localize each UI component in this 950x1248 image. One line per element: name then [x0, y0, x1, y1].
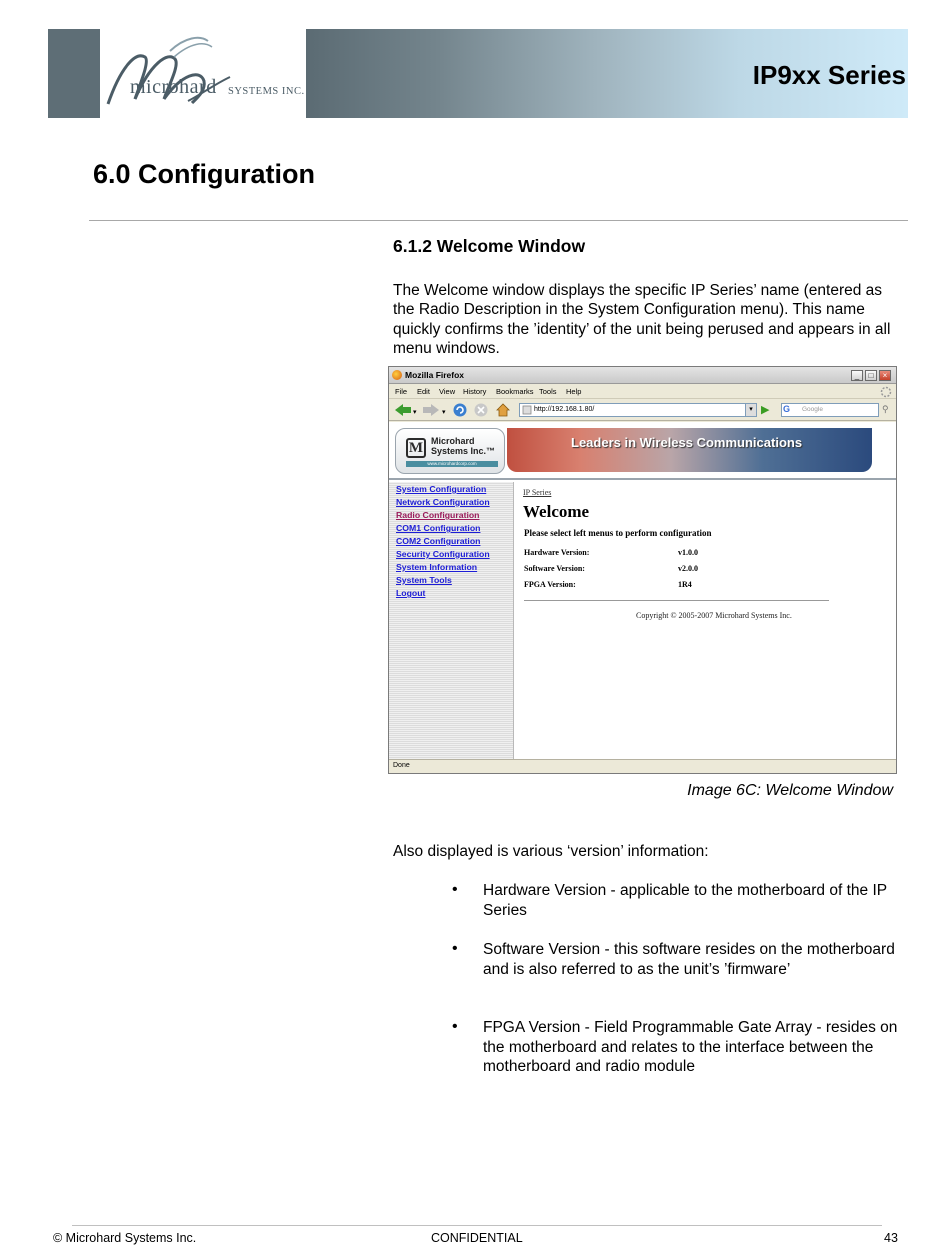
site-sidebar [389, 482, 514, 759]
menu-view[interactable]: View [439, 387, 456, 396]
site-logo-url: www.microhardcorp.com [406, 461, 498, 467]
google-search-icon[interactable]: G [783, 404, 791, 414]
hardware-version-label: Hardware Version: [524, 548, 590, 557]
browser-titlebar [389, 367, 896, 384]
menu-history[interactable]: History [463, 387, 487, 396]
sidebar-item-system-tools[interactable]: System Tools [396, 575, 452, 585]
sidebar-item-com2-configuration[interactable]: COM2 Configuration [396, 536, 481, 546]
sidebar-item-network-configuration[interactable]: Network Configuration [396, 497, 490, 507]
throbber-icon [880, 386, 892, 398]
bullet-marker: • [452, 881, 458, 898]
header-banner-left-block [48, 29, 100, 118]
page-heading: 6.0 Configuration [93, 159, 315, 189]
fpga-version-label: FPGA Version: [524, 580, 576, 589]
search-input[interactable] [781, 403, 879, 417]
site-copyright: Copyright © 2005-2007 Microhard Systems Inc. [636, 611, 792, 620]
site-banner [507, 428, 872, 472]
site-logo [395, 428, 505, 474]
go-icon[interactable]: ▶ [761, 404, 770, 416]
sidebar-item-com1-configuration[interactable]: COM1 Configuration [396, 523, 481, 533]
back-dropdown-icon[interactable]: ▾ [413, 409, 417, 416]
welcome-window-screenshot [388, 366, 897, 774]
menu-file[interactable]: File [395, 387, 408, 396]
bullet-hardware-version: Hardware Version - applicable to the motherboard of the IP Series [483, 882, 887, 919]
versions-intro-paragraph: Also displayed is various ‘version’ information: [393, 843, 709, 860]
browser-menubar [389, 384, 896, 399]
bullet-marker: • [452, 940, 458, 957]
sidebar-item-security-configuration[interactable]: Security Configuration [396, 549, 490, 559]
menu-help[interactable]: Help [566, 387, 582, 396]
footer-copyright: © Microhard Systems Inc. [53, 1231, 197, 1245]
browser-statusbar [389, 759, 896, 773]
site-logo-name-line1: Microhard [431, 436, 475, 446]
sidebar-item-radio-configuration[interactable]: Radio Configuration [396, 510, 480, 520]
forward-icon[interactable] [421, 402, 441, 418]
url-dropdown-icon[interactable]: ▾ [745, 403, 757, 417]
heading-divider [89, 220, 908, 221]
breadcrumb[interactable]: IP Series [523, 488, 552, 497]
bullet-software-version: Software Version - this software resides on the motherboard and is also referred to as the unit’s ’firmware’ [483, 941, 895, 978]
page-number: 43 [884, 1231, 898, 1245]
welcome-title: Welcome [523, 502, 590, 521]
forward-dropdown-icon[interactable]: ▾ [442, 409, 446, 416]
reload-icon[interactable] [452, 402, 468, 418]
menu-bookmarks[interactable]: Bookmarks [496, 387, 534, 396]
bullet-marker: • [452, 1018, 458, 1035]
series-title: IP9xx Series [752, 60, 906, 90]
browser-viewport [389, 422, 896, 759]
site-content [523, 482, 893, 759]
content-divider [524, 600, 829, 601]
company-logo [100, 29, 306, 118]
site-logo-name [431, 437, 495, 456]
site-banner-text: Leaders in Wireless Communications [571, 435, 803, 450]
software-version-value: v2.0.0 [678, 564, 698, 573]
close-icon[interactable]: × [879, 370, 891, 381]
browser-navbar [389, 399, 896, 421]
footer-confidential: CONFIDENTIAL [431, 1231, 523, 1245]
menu-edit[interactable]: Edit [417, 387, 430, 396]
page-favicon-icon [522, 405, 532, 415]
sidebar-item-system-configuration[interactable]: System Configuration [396, 484, 487, 494]
fpga-version-value: 1R4 [678, 580, 692, 589]
section-subheading: 6.1.2 Welcome Window [393, 236, 586, 256]
firefox-icon [392, 370, 402, 380]
minimize-icon[interactable]: _ [851, 370, 863, 381]
url-text: http://192.168.1.80/ [534, 406, 595, 413]
menu-tools[interactable]: Tools [539, 387, 557, 396]
url-input[interactable] [519, 403, 757, 417]
footer-divider [72, 1225, 882, 1226]
instruction-text: Please select left menus to perform configuration [524, 528, 712, 538]
stop-icon[interactable] [473, 402, 489, 418]
software-version-label: Software Version: [524, 564, 585, 573]
logo-swoosh-icon [100, 29, 306, 118]
image-caption: Image 6C: Welcome Window [687, 782, 893, 799]
home-icon[interactable] [495, 402, 511, 418]
back-icon[interactable] [393, 402, 413, 418]
maximize-icon[interactable]: □ [865, 370, 877, 381]
logo-script-text: microhard [130, 76, 217, 98]
logo-suffix-text: SYSTEMS INC. [228, 86, 305, 97]
site-logo-mark-icon: M [406, 438, 426, 458]
intro-paragraph: The Welcome window displays the specific IP Series’ name (entered as the Radio Description in the System Configuration menu). This name quickly confirms the ’identity’ of the unit being perused and appears in all menu windows. [393, 282, 891, 357]
sidebar-item-logout[interactable]: Logout [396, 588, 426, 598]
status-text: Done [393, 762, 410, 769]
search-placeholder: Google [802, 406, 823, 413]
sidebar-item-system-information[interactable]: System Information [396, 562, 478, 572]
hardware-version-value: v1.0.0 [678, 548, 698, 557]
bullet-fpga-version: FPGA Version - Field Programmable Gate Array - resides on the motherboard and relates to the interface between the motherboard and radio module [483, 1019, 898, 1075]
site-logo-name-line2: Systems Inc.™ [431, 445, 496, 456]
search-magnifier-icon[interactable]: ⚲ [882, 404, 889, 414]
browser-title: Mozilla Firefox [405, 370, 465, 380]
site-header [389, 422, 896, 480]
